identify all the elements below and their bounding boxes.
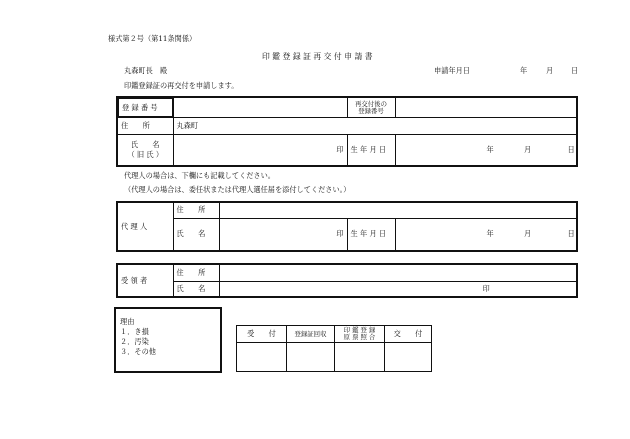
proxy-note-line2: （代理人の場合は、委任状または代理人選任届を添付してください。） (124, 185, 351, 194)
office-cert-collected-label: 登録証回収 (287, 326, 335, 343)
office-issued-label: 交 付 (385, 326, 432, 343)
office-use-table (236, 325, 432, 372)
birth-year: 年 (486, 144, 494, 154)
proxy-address-field[interactable] (219, 202, 577, 218)
birth-month: 月 (524, 144, 532, 154)
office-received-label: 受 付 (237, 326, 287, 343)
receiver-seal-mark: 印 (482, 283, 490, 293)
office-seal-check-stamp[interactable] (335, 343, 385, 372)
office-seal-check-line1: 印 鑑 登 録 (343, 326, 376, 334)
name-label (117, 135, 173, 166)
receiver-address-field[interactable] (219, 264, 577, 281)
address-field[interactable]: 丸森町 (173, 118, 577, 135)
proxy-birth-field[interactable] (395, 218, 577, 251)
proxy-note-line1: 代理人の場合は、下欄にも記載してください。 (124, 171, 275, 180)
addressee: 丸森町長 殿 (124, 66, 168, 75)
apply-date-label: 申請年月日 (434, 66, 470, 75)
reissue-no-label-line1: 再交付後の (355, 99, 387, 108)
office-issued-stamp[interactable] (385, 343, 432, 372)
reason-item-1[interactable]: １．き損 (120, 327, 149, 336)
apply-date-month: 月 (546, 66, 554, 75)
reason-box (114, 307, 222, 373)
office-cert-collected-stamp[interactable] (287, 343, 335, 372)
reissue-no-label (347, 97, 395, 118)
proxy-birth-label: 生 年 月 日 (347, 218, 395, 251)
receiver-name-label: 氏 名 (173, 281, 219, 297)
reason-title: 理由 (120, 317, 135, 326)
seal-mark: 印 (336, 144, 344, 154)
reg-no-field[interactable] (173, 97, 347, 118)
proxy-name-label: 氏 名 (173, 218, 219, 251)
office-received-stamp[interactable] (237, 343, 287, 372)
apply-date-year: 年 (520, 66, 528, 75)
office-seal-check-line2: 原 票 照 合 (343, 333, 376, 341)
address-label: 住 所 (117, 118, 173, 135)
name-label-line1: 氏 名 (130, 139, 160, 149)
reissue-no-field[interactable] (395, 97, 577, 118)
receiver-name-field[interactable] (219, 281, 577, 297)
receiver-address-label: 住 所 (173, 264, 219, 281)
reason-item-2[interactable]: ２．汚染 (120, 337, 149, 346)
form-title: 印 鑑 登 録 証 再 交 付 申 請 書 (262, 52, 373, 61)
form-number: 様式第２号（第11条関係） (108, 34, 197, 43)
name-field[interactable] (173, 135, 347, 166)
name-label-line2: （ 旧 氏 ） (127, 149, 164, 159)
receiver-group-label: 受 領 者 (117, 264, 173, 297)
application-statement: 印鑑登録証の再交付を申請します。 (124, 81, 239, 90)
proxy-birth-year: 年 (486, 229, 494, 239)
proxy-seal-mark: 印 (336, 229, 344, 239)
reason-item-3[interactable]: ３．その他 (120, 347, 156, 356)
proxy-birth-month: 月 (524, 229, 532, 239)
proxy-birth-day: 日 (567, 229, 575, 239)
applicant-table (116, 96, 578, 167)
proxy-group-label: 代 理 人 (117, 202, 173, 251)
proxy-address-label: 住 所 (173, 202, 219, 218)
reg-no-label: 登 録 番 号 (118, 98, 173, 117)
birth-day: 日 (567, 144, 575, 154)
proxy-table (116, 201, 578, 252)
proxy-name-field[interactable] (219, 218, 347, 251)
birth-label: 生 年 月 日 (347, 135, 395, 166)
birth-field[interactable] (395, 135, 577, 166)
reissue-no-label-line2: 登録番号 (358, 106, 384, 115)
office-seal-check-label (335, 326, 385, 343)
apply-date-day: 日 (571, 66, 579, 75)
receiver-table (116, 263, 578, 298)
